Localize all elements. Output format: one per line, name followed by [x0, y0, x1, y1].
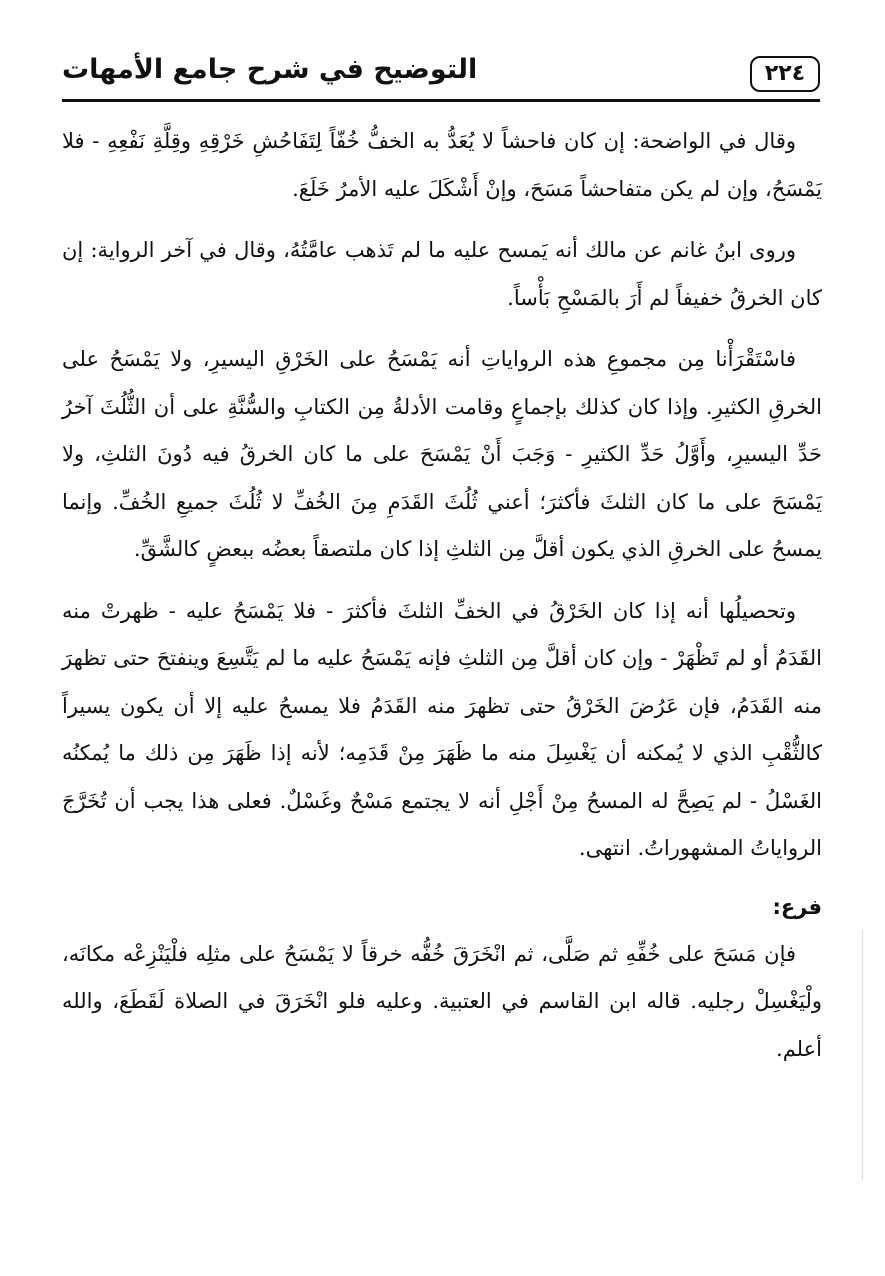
paragraph: وروى ابنُ غانم عن مالك أنه يَمسح عليه ما لم تَذهب عامَّتُهُ، وقال في آخر الرواية: إن كان الخرقُ خفيفاً لم أَرَ بالمَسْحِ بَأْساً.: [62, 238, 822, 310]
running-title: التوضيح في شرح جامع الأمهات: [62, 54, 478, 85]
page-header: [62, 40, 820, 102]
paragraph: فاسْتَقْرَأْنا مِن مجموعِ هذه الرواياتِ أنه يَمْسَحُ على الخَرْقِ اليسيرِ، ولا يَمْسَحُ على الخرقِ الكثيرِ. وإذا كان كذلك بإجماعٍ وقامت الأدلةُ مِن الكتابِ والسُّنَّةِ على أن الثُّلُثَ آخرُ حَدِّ اليسيرِ، وأَوَّلُ حَدِّ الكثيرِ - وَجَبَ أَنْ يَمْسَحَ على ما كان الخرقُ فيه دُونَ الثلثِ، ولا يَمْسَحَ على ما كان الثلثَ فأكثرَ؛ أعني ثُلُثَ القَدَمِ مِنَ الخُفِّ لا ثُلُثَ جميعِ الخُفِّ. وإنما يمسحُ على الخرقِ الذي يكون أقلَّ مِن الثلثِ إذا كان ملتصقاً بعضُه ببعضٍ كالشَّقِّ.: [62, 347, 822, 561]
header-rule: [62, 99, 820, 102]
section-heading: فرع:: [772, 894, 822, 919]
paragraph: وقال في الواضحة: إن كان فاحشاً لا يُعَدُّ به الخفُّ خُفّاً لِتَفَاحُشِ خَرْقِهِ وقِلَّةِ نَفْعِهِ - فلا يَمْسَحُ، وإن لم يكن متفاحشاً مَسَحَ، وإنْ أَشْكَلَ عليه الأمرُ خَلَعَ.: [62, 129, 822, 201]
page-number: ٢٢٤: [750, 56, 820, 92]
body-text: [62, 118, 822, 1087]
paragraph: فإن مَسَحَ على خُفِّهِ ثم صَلَّى، ثم انْخَرَقَ خُفُّه خرقاً لا يَمْسَحُ على مثلِه فلْيَنْزِعْه مكانَه، ولْيَغْسِلْ رجليه. قاله ابن القاسم في العتبية. وعليه فلو انْخَرَقَ في الصلاة لَقَطَعَ، والله أعلم.: [62, 941, 822, 1061]
paragraph: وتحصيلُها أنه إذا كان الخَرْقُ في الخفِّ الثلثَ فأكثرَ - فلا يَمْسَحُ عليه - ظهرتْ منه القَدَمُ أو لم تَظْهَرْ - وإن كان أقلَّ مِن الثلثِ فإنه يَمْسَحُ عليه ما لم يَتَّسِعَ وينفتحَ حتى تظهرَ منه القَدَمُ، فإن عَرُضَ الخَرْقُ حتى تظهرَ منه القَدَمُ فلا يمسحُ عليه إلا أن يكون يسيراً كالثُّقْبِ الذي لا يُمكنه أن يَغْسِلَ منه ما ظَهَرَ مِنْ قَدَمِه؛ لأنه إذا ظَهَرَ مِن ذلك ما يُمكنُه الغَسْلُ - لم يَصِحَّ له المسحُ مِنْ أَجْلِ أنه لا يجتمع مَسْحٌ وغَسْلٌ. فعلى هذا يجب أن تُخَرَّجَ الرواياتُ المشهوراتُ. انتهى.: [62, 598, 822, 860]
scan-margin-line: [862, 930, 863, 1180]
